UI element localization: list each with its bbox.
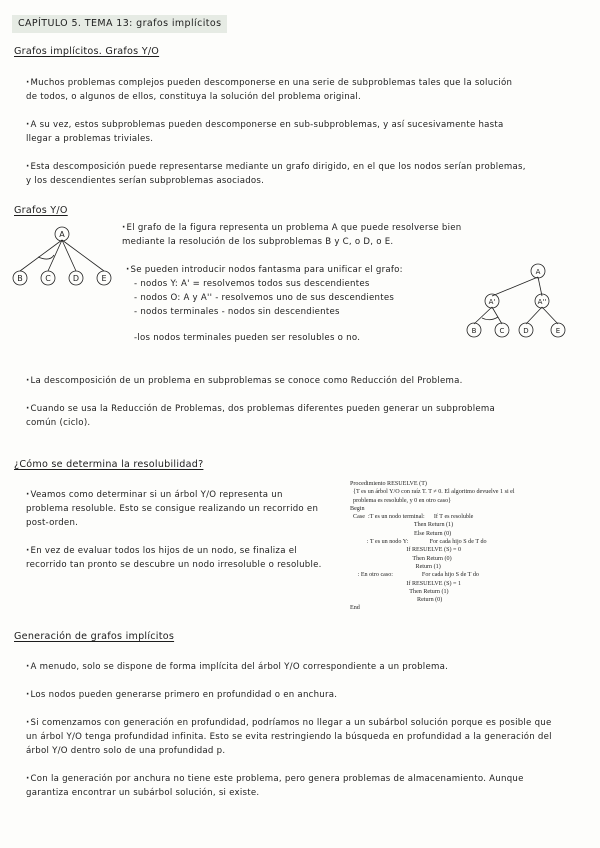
- algorithm-line: {T es un árbol Y/O con raíz T. T ≠ 0. El algoritmo devuelve 1 si el: [350, 489, 515, 496]
- algorithm-listing: [350, 480, 575, 613]
- algorithm-line: Then Return (1): [350, 588, 449, 595]
- graph-node: C: [45, 274, 51, 283]
- graph-node: B: [17, 274, 23, 283]
- algorithm-line: If RESUELVE (S) = 1: [350, 580, 462, 587]
- graph-node: E: [101, 274, 107, 283]
- paragraph: · Veamos como determinar si un árbol Y/O representa un problema resoluble. Esto se consigue realizando un recorrido en post-orden.: [26, 488, 326, 530]
- algorithm-line: Then Return (0): [350, 555, 452, 562]
- section-heading-generacion: Generación de grafos implícitos: [14, 631, 175, 642]
- and-or-graph-simple: [8, 224, 123, 296]
- graph-node: A': [488, 298, 496, 306]
- section-heading-grafos-implicitos: Grafos implícitos. Grafos Y/O: [14, 46, 160, 57]
- paragraph: · En vez de evaluar todos los hijos de un nodo, se finaliza el recorrido tan pronto se descubre un nodo irresoluble o resoluble.: [26, 544, 326, 572]
- bullet-item: - nodos O: A y A'' - resolvemos uno de sus descendientes: [134, 293, 395, 303]
- algorithm-line: : En otro caso: For cada hijo S de T do: [350, 572, 479, 579]
- algorithm-line: Return (0): [350, 597, 443, 604]
- graph-node: A: [59, 230, 65, 239]
- algorithm-line: Procedimiento RESUELVE (T): [350, 481, 427, 487]
- paragraph: · Los nodos pueden generarse primero en profundidad o en anchura.: [26, 688, 566, 702]
- algorithm-line: Begin: [350, 505, 365, 512]
- algorithm-line: Else Return (0): [350, 530, 452, 537]
- paragraph: · Se pueden introducir nodos fantasma para unificar el grafo:: [126, 263, 476, 277]
- graph-node: C: [499, 327, 505, 335]
- graph-node: E: [555, 327, 561, 335]
- graph-node: D: [72, 274, 80, 283]
- algorithm-line: Return (1): [350, 563, 441, 570]
- paragraph: · La descomposición de un problema en subproblemas se conoce como Reducción del Problema.: [26, 374, 536, 388]
- paragraph: · El grafo de la figura representa un problema A que puede resolverse bien mediante la resolución de los subproblemas B y C, o D, o E.: [122, 221, 502, 249]
- algorithm-line: : T es un nodo Y: For cada hijo S de T do: [350, 539, 487, 546]
- paragraph: · Si comenzamos con generación en profundidad, podríamos no llegar a un subárbol solución porque es posible que un árbol Y/O tenga profundidad infinita. Esto se evita restringiendo la búsqueda en profundidad a la generación del árbol Y/O dentro solo de una profundidad p.: [26, 716, 556, 758]
- graph-node: D: [523, 327, 529, 335]
- graph-node: A: [535, 268, 541, 276]
- bullet-item: - nodos terminales - nodos sin descendientes: [134, 307, 340, 317]
- algorithm-line: Then Return (1): [350, 522, 454, 529]
- paragraph: · A su vez, estos subproblemas pueden descomponerse en sub-subproblemas, y así sucesivamente hasta llegar a problemas triviales.: [26, 118, 526, 146]
- page-title: CAPÍTULO 5. TEMA 13: grafos implícitos: [12, 15, 227, 33]
- graph-node: B: [471, 327, 477, 335]
- note: -los nodos terminales pueden ser resolubles o no.: [134, 333, 361, 343]
- paragraph: · Cuando se usa la Reducción de Problemas, dos problemas diferentes pueden generar un subproblema común (ciclo).: [26, 402, 526, 430]
- paragraph: · A menudo, solo se dispone de forma implícita del árbol Y/O correspondiente a un problema.: [26, 660, 566, 674]
- section-heading-resolubilidad: ¿Cómo se determina la resolubilidad?: [14, 459, 204, 470]
- and-or-graph-ghost-nodes: [460, 260, 580, 345]
- section-heading-grafos-yo: Grafos Y/O: [14, 205, 68, 216]
- paragraph: · Con la generación por anchura no tiene este problema, pero genera problemas de almacenamiento. Aunque garantiza encontrar un subárbol solución, si existe.: [26, 772, 556, 800]
- algorithm-line: Case :T es un nodo terminal: If T es resoluble: [350, 514, 474, 521]
- graph-node: A'': [537, 298, 547, 306]
- algorithm-line: If RESUELVE (S) = 0: [350, 547, 462, 554]
- paragraph: · Esta descomposición puede representarse mediante un grafo dirigido, en el que los nodos serían problemas, y los descendientes serían subproblemas asociados.: [26, 160, 526, 188]
- algorithm-line: End: [350, 605, 360, 612]
- bullet-item: - nodos Y: A' = resolvemos todos sus descendientes: [134, 279, 370, 289]
- paragraph: · Muchos problemas complejos pueden descomponerse en una serie de subproblemas tales que la solución de todos, o algunos de ellos, constituya la solución del problema original.: [26, 76, 526, 104]
- algorithm-line: problema es resoluble, y 0 en otro caso}: [350, 497, 452, 504]
